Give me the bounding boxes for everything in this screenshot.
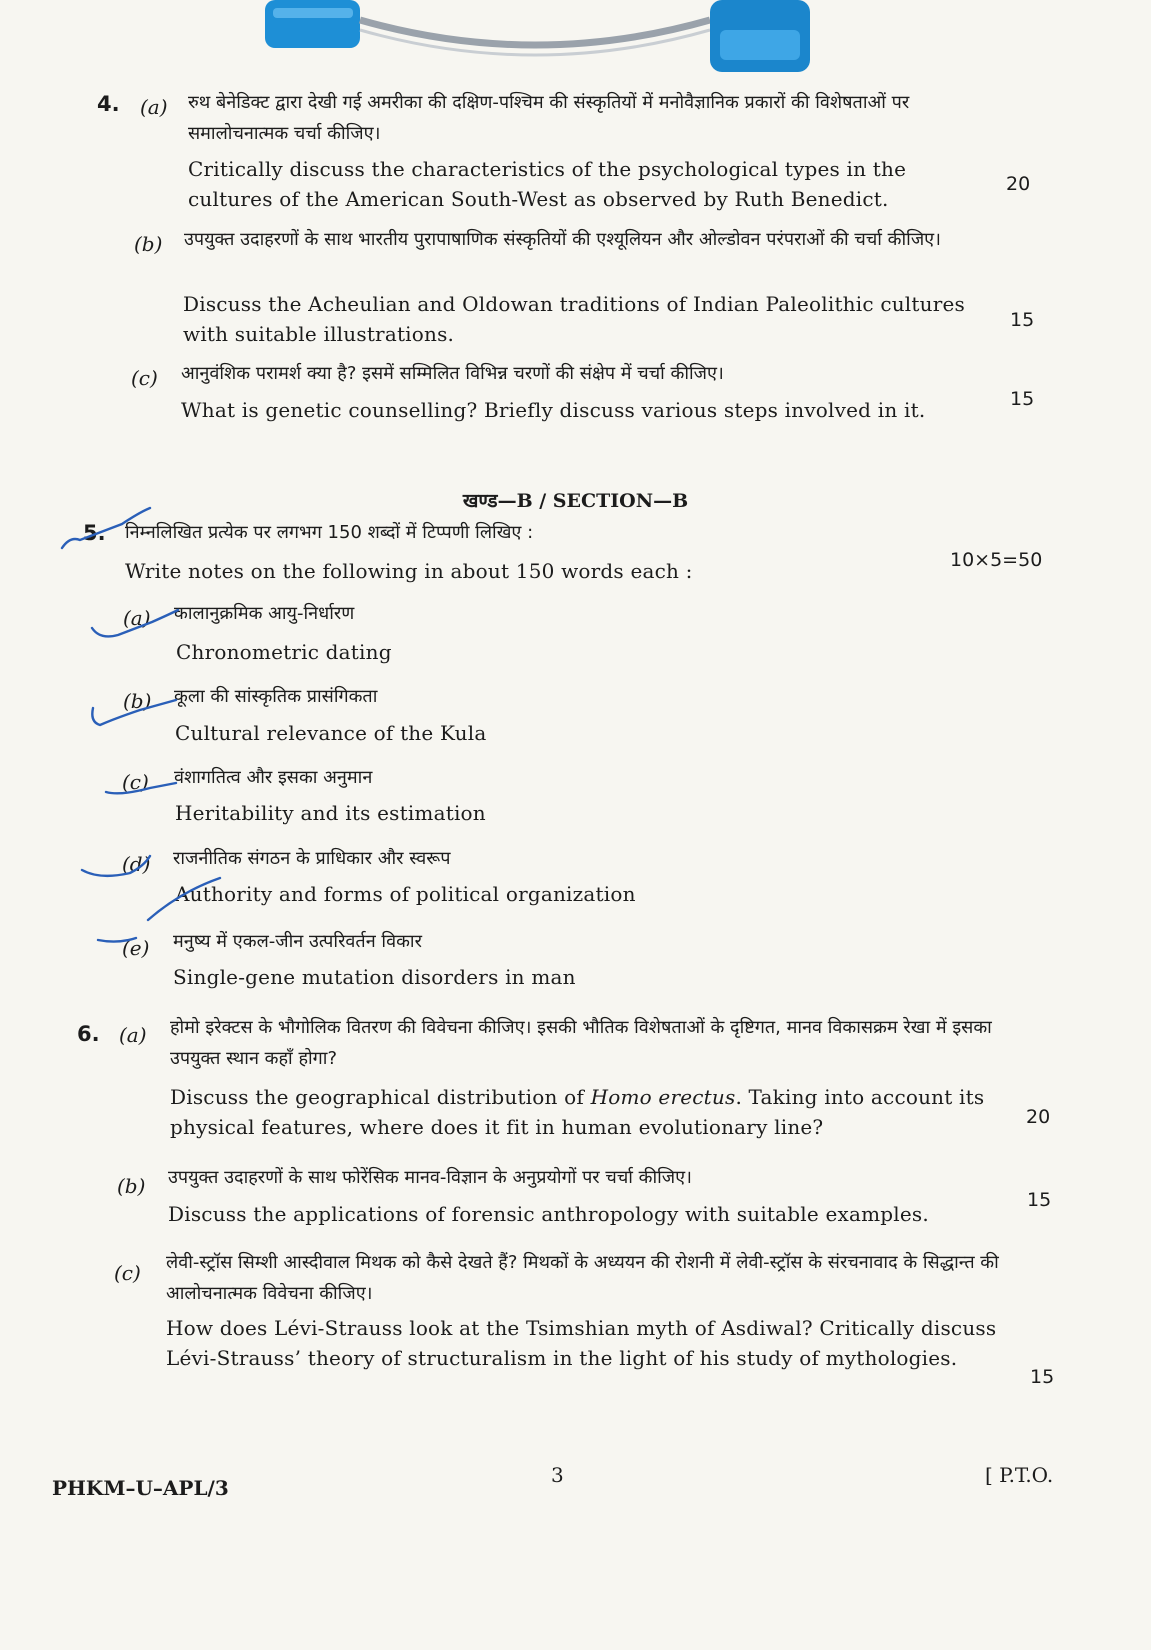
q6a-marks: 20 xyxy=(1026,1106,1051,1128)
q6c-marks: 15 xyxy=(1030,1366,1055,1388)
q6a-english-italic: Homo erectus xyxy=(590,1085,736,1109)
q5-number: 5. xyxy=(83,521,106,545)
q6a-english-post: . Taking into account its physical features, where does it fit in human evolutionary line? xyxy=(170,1085,985,1139)
q4a-hindi: रुथ बेनेडिक्ट द्वारा देखी गई अमरीका की दक्षिण-पश्चिम की संस्कृतियों में मनोवैज्ञानिक प्रकारों की विशेषताओं पर समालोचनात्मक चर्चा कीजिए। xyxy=(188,92,910,144)
page-number: 3 xyxy=(551,1463,564,1487)
q5-marks: 10×5=50 xyxy=(950,549,1043,571)
q6b-english: Discuss the applications of forensic anthropology with suitable examples. xyxy=(168,1202,929,1226)
q5a-english: Chronometric dating xyxy=(176,640,392,664)
q5-english: Write notes on the following in about 150 words each : xyxy=(125,559,693,583)
q5a-hindi: कालानुक्रमिक आयु-निर्धारण xyxy=(174,603,355,624)
q6a-english xyxy=(170,1082,1010,1142)
q5b-hindi: कूला की सांस्कृतिक प्रासंगिकता xyxy=(174,686,378,707)
q4c-english: What is genetic counselling? Briefly discuss various steps involved in it. xyxy=(181,398,926,422)
q5d-english: Authority and forms of political organization xyxy=(175,882,636,906)
q6-number: 6. xyxy=(77,1022,100,1046)
q5c-hindi: वंशागतित्व और इसका अनुमान xyxy=(174,767,373,788)
q5a-label: (a) xyxy=(123,606,151,630)
q4a-marks: 20 xyxy=(1006,173,1031,195)
q4-number: 4. xyxy=(97,92,120,116)
q4a-label: (a) xyxy=(140,95,168,119)
q5c-label: (c) xyxy=(122,770,149,794)
q4c-hindi: आनुवंशिक परामर्श क्या है? इसमें सम्मिलित विभिन्न चरणों की संक्षेप में चर्चा कीजिए। xyxy=(181,363,724,384)
q6c-hindi: लेवी-स्ट्रॉस सिम्शी आस्दीवाल मिथक को कैसे देखते हैं? मिथकों के अध्ययन की रोशनी में लेवी-स्ट्रॉस के संरचनावाद के सिद्धान्त की आलोचनात्मक विवेचना कीजिए। xyxy=(166,1252,999,1304)
q4c-label: (c) xyxy=(131,366,158,390)
q6b-marks: 15 xyxy=(1027,1189,1052,1211)
q6c-english: How does Lévi-Strauss look at the Tsimshian myth of Asdiwal? Critically discuss Lévi-Strauss’ theory of structuralism in the light of his study of mythologies. xyxy=(166,1316,997,1370)
q4c-marks: 15 xyxy=(1010,388,1035,410)
q4b-label: (b) xyxy=(134,232,163,256)
q4b-hindi: उपयुक्त उदाहरणों के साथ भारतीय पुरापाषाणिक संस्कृतियों की एश्यूलियन और ओल्डोवन परंपराओं की चर्चा कीजिए। xyxy=(184,229,941,250)
q4b-marks: 15 xyxy=(1010,309,1035,331)
q4a-english: Critically discuss the characteristics of the psychological types in the cultures of the American South-West as observed by Ruth Benedict. xyxy=(188,157,907,211)
q6a-label: (a) xyxy=(119,1023,147,1047)
q6a-english-pre: Discuss the geographical distribution of xyxy=(170,1085,591,1109)
paper-code: PHKM–U–APL/3 xyxy=(52,1476,229,1500)
q4b-english: Discuss the Acheulian and Oldowan traditions of Indian Paleolithic cultures with suitable illustrations. xyxy=(183,292,965,346)
q6b-label: (b) xyxy=(117,1174,146,1198)
q5e-hindi: मनुष्य में एकल-जीन उत्परिवर्तन विकार xyxy=(173,931,422,952)
binder-clip xyxy=(265,0,810,72)
q5b-label: (b) xyxy=(123,689,152,713)
please-turn-over: [ P.T.O. xyxy=(985,1463,1054,1487)
q5d-label: (d) xyxy=(122,852,151,876)
q5c-english: Heritability and its estimation xyxy=(175,801,486,825)
q5d-hindi: राजनीतिक संगठन के प्राधिकार और स्वरूप xyxy=(173,848,451,869)
q5e-english: Single-gene mutation disorders in man xyxy=(173,965,576,989)
q5-hindi: निम्नलिखित प्रत्येक पर लगभग 150 शब्दों में टिप्पणी लिखिए : xyxy=(125,522,534,543)
q5b-english: Cultural relevance of the Kula xyxy=(175,721,487,745)
q6a-hindi: होमो इरेक्टस के भौगोलिक वितरण की विवेचना कीजिए। इसकी भौतिक विशेषताओं के दृष्टिगत, मानव विकासक्रम रेखा में इसका उपयुक्त स्थान कहाँ होगा? xyxy=(170,1017,992,1069)
q6b-hindi: उपयुक्त उदाहरणों के साथ फोरेंसिक मानव-विज्ञान के अनुप्रयोगों पर चर्चा कीजिए। xyxy=(168,1167,692,1188)
q6c-label: (c) xyxy=(114,1261,141,1285)
q5e-label: (e) xyxy=(122,936,150,960)
section-b-heading: खण्ड—B / SECTION—B xyxy=(462,490,689,512)
